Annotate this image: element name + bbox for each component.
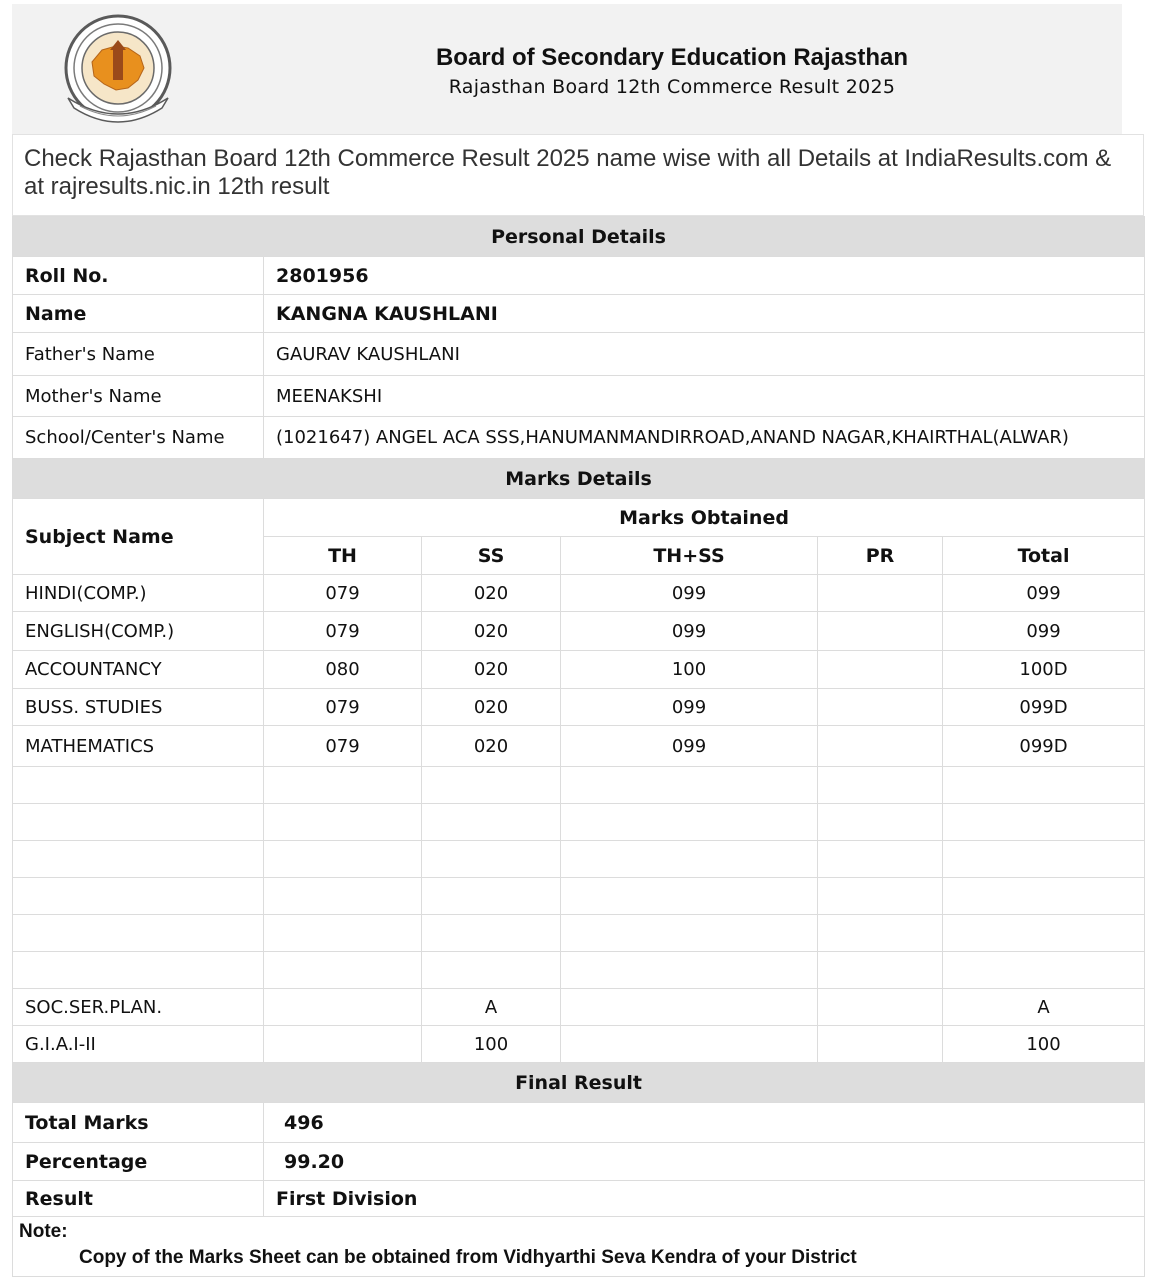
- marks-cell-th: [264, 952, 422, 989]
- marks-cell-subject: SOC.SER.PLAN.: [13, 989, 264, 1026]
- marks-cell-th: [264, 767, 422, 804]
- marks-cell-pr: [818, 878, 943, 915]
- marks-cell-th: 079: [264, 575, 422, 612]
- marks-row: [13, 1026, 1145, 1063]
- total-marks-label: Total Marks: [13, 1103, 264, 1143]
- marks-cell-ss: 020: [422, 689, 561, 726]
- marks-cell-total: 099D: [943, 689, 1145, 726]
- mother-value: MEENAKSHI: [264, 376, 1145, 417]
- marks-cell-subject: [13, 804, 264, 841]
- marks-row: [13, 651, 1145, 689]
- marks-cell-total: A: [943, 989, 1145, 1026]
- roll-label: Roll No.: [13, 257, 264, 295]
- marks-cell-th: 080: [264, 651, 422, 689]
- marks-obtained-header: Marks Obtained: [264, 499, 1145, 537]
- marks-cell-subject: G.I.A.I-II: [13, 1026, 264, 1063]
- marks-cell-total: [943, 841, 1145, 878]
- marks-cell-th: 079: [264, 726, 422, 767]
- result-value: First Division: [264, 1181, 1145, 1217]
- father-value: GAURAV KAUSHLANI: [264, 333, 1145, 376]
- result-table: [12, 216, 1145, 1277]
- marks-cell-subject: BUSS. STUDIES: [13, 689, 264, 726]
- marks-cell-pr: [818, 575, 943, 612]
- marks-cell-th-ss: 099: [561, 726, 818, 767]
- name-value: KANGNA KAUSHLANI: [264, 295, 1145, 333]
- personal-details-heading: Personal Details: [13, 217, 1145, 257]
- marks-cell-ss: 020: [422, 726, 561, 767]
- marks-cell-th-ss: [561, 878, 818, 915]
- marks-cell-total: [943, 915, 1145, 952]
- marks-cell-ss: [422, 841, 561, 878]
- school-value: (1021647) ANGEL ACA SSS,HANUMANMANDIRROAD,ANAND NAGAR,KHAIRTHAL(ALWAR): [264, 417, 1145, 459]
- marks-cell-ss: [422, 915, 561, 952]
- marks-cell-th-ss: [561, 989, 818, 1026]
- note-label: Note:: [19, 1221, 68, 1242]
- marks-cell-total: [943, 952, 1145, 989]
- final-result-heading: Final Result: [13, 1063, 1145, 1103]
- marks-cell-pr: [818, 767, 943, 804]
- marks-cell-ss: [422, 952, 561, 989]
- rbse-emblem-icon: [58, 10, 178, 132]
- marks-cell-total: 100: [943, 1026, 1145, 1063]
- col-header-th-ss: TH+SS: [561, 537, 818, 575]
- marks-cell-th: [264, 1026, 422, 1063]
- marks-row: [13, 767, 1145, 804]
- marks-cell-total: 099: [943, 575, 1145, 612]
- intro-text: Check Rajasthan Board 12th Commerce Result 2025 name wise with all Details at IndiaResults.com & at rajresults.nic.in 12th result: [12, 134, 1144, 216]
- marks-cell-pr: [818, 612, 943, 651]
- school-label: School/Center's Name: [13, 417, 264, 459]
- note-block: [13, 1217, 1145, 1277]
- marks-cell-subject: [13, 915, 264, 952]
- board-title: Board of Secondary Education Rajasthan: [435, 44, 909, 71]
- mother-label: Mother's Name: [13, 376, 264, 417]
- marks-cell-th: [264, 878, 422, 915]
- marks-row: [13, 689, 1145, 726]
- marks-cell-th: [264, 989, 422, 1026]
- marks-cell-ss: 100: [422, 1026, 561, 1063]
- percentage-value: 99.20: [264, 1143, 1145, 1181]
- marks-cell-th: 079: [264, 612, 422, 651]
- marks-row: [13, 726, 1145, 767]
- subject-name-header: Subject Name: [13, 499, 264, 575]
- marks-cell-subject: ENGLISH(COMP.): [13, 612, 264, 651]
- marks-details-heading: Marks Details: [13, 459, 1145, 499]
- marks-cell-total: 099: [943, 612, 1145, 651]
- percentage-label: Percentage: [13, 1143, 264, 1181]
- note-text: Copy of the Marks Sheet can be obtained from Vidhyarthi Seva Kendra of your District: [79, 1247, 857, 1268]
- marks-row: [13, 841, 1145, 878]
- marks-cell-ss: [422, 767, 561, 804]
- marks-cell-th-ss: [561, 841, 818, 878]
- marks-cell-subject: [13, 841, 264, 878]
- marks-cell-subject: [13, 767, 264, 804]
- marks-row: [13, 612, 1145, 651]
- marks-cell-pr: [818, 689, 943, 726]
- marks-cell-th: [264, 841, 422, 878]
- father-label: Father's Name: [13, 333, 264, 376]
- marks-cell-ss: 020: [422, 575, 561, 612]
- marks-cell-subject: [13, 952, 264, 989]
- marks-cell-total: 100D: [943, 651, 1145, 689]
- marks-cell-pr: [818, 804, 943, 841]
- marks-cell-th-ss: [561, 767, 818, 804]
- marks-cell-pr: [818, 841, 943, 878]
- col-header-total: Total: [943, 537, 1145, 575]
- marks-cell-th-ss: 099: [561, 575, 818, 612]
- marks-cell-ss: [422, 804, 561, 841]
- marks-cell-th-ss: [561, 1026, 818, 1063]
- marks-row: [13, 952, 1145, 989]
- marks-cell-total: [943, 878, 1145, 915]
- marks-cell-pr: [818, 651, 943, 689]
- marks-cell-th-ss: [561, 915, 818, 952]
- marks-cell-pr: [818, 726, 943, 767]
- page-header: [12, 4, 1122, 134]
- marks-cell-pr: [818, 915, 943, 952]
- roll-value: 2801956: [264, 257, 1145, 295]
- marks-cell-subject: [13, 878, 264, 915]
- marks-row: [13, 804, 1145, 841]
- marks-cell-subject: MATHEMATICS: [13, 726, 264, 767]
- marks-row: [13, 878, 1145, 915]
- marks-cell-th: [264, 804, 422, 841]
- result-subtitle: Rajasthan Board 12th Commerce Result 2025: [448, 76, 896, 98]
- marks-cell-subject: HINDI(COMP.): [13, 575, 264, 612]
- col-header-ss: SS: [422, 537, 561, 575]
- result-label: Result: [13, 1181, 264, 1217]
- marks-cell-th: [264, 915, 422, 952]
- marks-row: [13, 989, 1145, 1026]
- marks-rows: [13, 575, 1145, 1063]
- marks-cell-total: [943, 804, 1145, 841]
- marks-cell-ss: 020: [422, 651, 561, 689]
- total-marks-value: 496: [264, 1103, 1145, 1143]
- col-header-pr: PR: [818, 537, 943, 575]
- marks-cell-th-ss: 099: [561, 689, 818, 726]
- marks-row: [13, 915, 1145, 952]
- marks-cell-th-ss: [561, 952, 818, 989]
- marks-cell-total: 099D: [943, 726, 1145, 767]
- marks-cell-pr: [818, 1026, 943, 1063]
- marks-cell-th-ss: 100: [561, 651, 818, 689]
- marks-cell-th-ss: 099: [561, 612, 818, 651]
- col-header-th: TH: [264, 537, 422, 575]
- marks-cell-th: 079: [264, 689, 422, 726]
- marks-cell-subject: ACCOUNTANCY: [13, 651, 264, 689]
- name-label: Name: [13, 295, 264, 333]
- marks-cell-total: [943, 767, 1145, 804]
- marks-cell-pr: [818, 989, 943, 1026]
- marks-cell-ss: [422, 878, 561, 915]
- marks-cell-ss: 020: [422, 612, 561, 651]
- marks-cell-th-ss: [561, 804, 818, 841]
- marks-row: [13, 575, 1145, 612]
- marks-cell-pr: [818, 952, 943, 989]
- marks-cell-ss: A: [422, 989, 561, 1026]
